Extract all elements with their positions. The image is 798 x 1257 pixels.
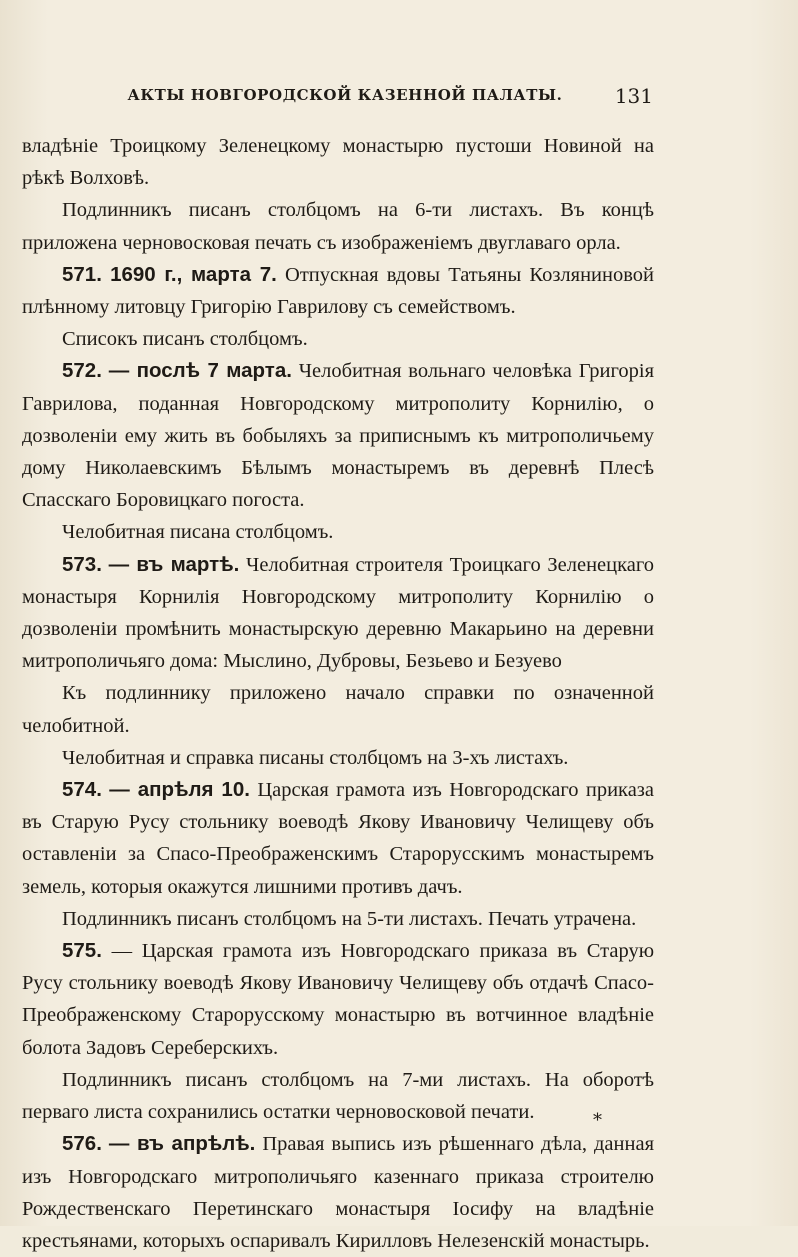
entry-note: Челобитная писана столбцомъ.	[62, 521, 334, 544]
entry-576	[22, 1128, 654, 1257]
footer-mark: *	[593, 1110, 602, 1131]
page-text	[22, 130, 654, 1257]
running-header: АКТЫ НОВГОРОДСКОЙ КАЗЕННОЙ ПАЛАТЫ.	[127, 86, 563, 104]
entry-number: 576.	[62, 1132, 102, 1156]
continuation-text: владѣніе Троицкому Зеленецкому монастырю пустоши Новиной на рѣкѣ Волховѣ.	[22, 135, 654, 190]
entry-date: — въ мартѣ.	[108, 552, 240, 576]
entry-note: Списокъ писанъ столбцомъ.	[62, 328, 308, 351]
entry-text: Челобитная вольнаго человѣка Григорія Гаврилова, поданная Новгородскому митрополиту Корнилію, о дозволеніи ему жить въ бобыляхъ за приписнымъ къ митрополичьему дому Николаевскимъ Бѣлымъ монастыремъ въ деревнѣ Плесѣ Спасскаго Боровицкаго погоста.	[22, 360, 654, 512]
entry-text: Правая выпись изъ рѣшеннаго дѣла, данная изъ Новгородскаго митрополичьяго казеннаго приказа строителю Рождественскаго Перетинскаго монастыря Іосифу на владѣніе крестьянами, которыхъ оспаривалъ Кирилловъ Нелезенскій монастырь.	[22, 1133, 654, 1252]
entry-text: Царская грамота изъ Новгородскаго приказа въ Старую Русу стольнику воеводѣ Якову Ивановичу Челищеву объ отдачѣ Спасо-Преображенскому Старорусскому монастырю въ вотчинное владѣніе болота Задовъ Сереберскихъ.	[22, 940, 655, 1059]
entry-number: 571.	[62, 262, 102, 286]
entry-note: Къ подлиннику приложено начало справки по означенной челобитной.	[22, 682, 654, 737]
continuation-note: Подлинникъ писанъ столбцомъ на 6-ти листахъ. Въ концѣ приложена черновосковая печать съ изображеніемъ двуглаваго орла.	[22, 199, 654, 254]
entry-date: 1690 г., марта 7.	[110, 262, 277, 286]
entry-574	[22, 774, 654, 903]
entry-text: Отпускная вдовы Татьяны Козляниновой плѣнному литовцу Григорію Гаврилову съ семействомъ.	[22, 263, 655, 319]
entry-text: Челобитная строителя Троицкаго Зеленецкаго монастыря Корнилія Новгородскому митрополиту Корнилію о дозволеніи промѣнить монастырскую деревню Макарьино на деревни митрополичьяго дома: Мыслино, Дубровы, Безьево и Безуево	[22, 553, 655, 673]
entry-575	[22, 935, 654, 1064]
entry-number: 572.	[62, 359, 102, 383]
entry-572	[22, 355, 654, 516]
entry-date: — апрѣля 10.	[109, 778, 250, 802]
entry-571	[22, 259, 654, 323]
entry-date: —	[111, 940, 133, 963]
entry-date: — послѣ 7 марта.	[108, 359, 292, 383]
entry-date: — въ апрѣлѣ.	[108, 1132, 256, 1156]
entry-note: Подлинникъ писанъ столбцомъ на 7-ми листахъ. На оборотѣ перваго листа сохранились остатки черновосковой печати.	[22, 1068, 654, 1124]
entry-number: 575.	[62, 939, 102, 963]
entry-text: Царская грамота изъ Новгородскаго приказа въ Старую Русу стольнику воеводѣ Якову Ивановичу Челищеву объ оставленіи за Спасо-Преображенскимъ Старорусскимъ монастыремъ земель, которыя окажутся лишними противъ дачъ.	[22, 779, 654, 898]
page-number: 131	[614, 84, 653, 108]
entry-number: 573.	[62, 552, 102, 576]
entry-573	[22, 549, 654, 678]
entry-note: Подлинникъ писанъ столбцомъ на 5-ти листахъ. Печать утрачена.	[62, 907, 637, 930]
entry-number: 574.	[62, 778, 102, 802]
entry-note: Челобитная и справка писаны столбцомъ на 3-хъ листахъ.	[62, 746, 569, 769]
